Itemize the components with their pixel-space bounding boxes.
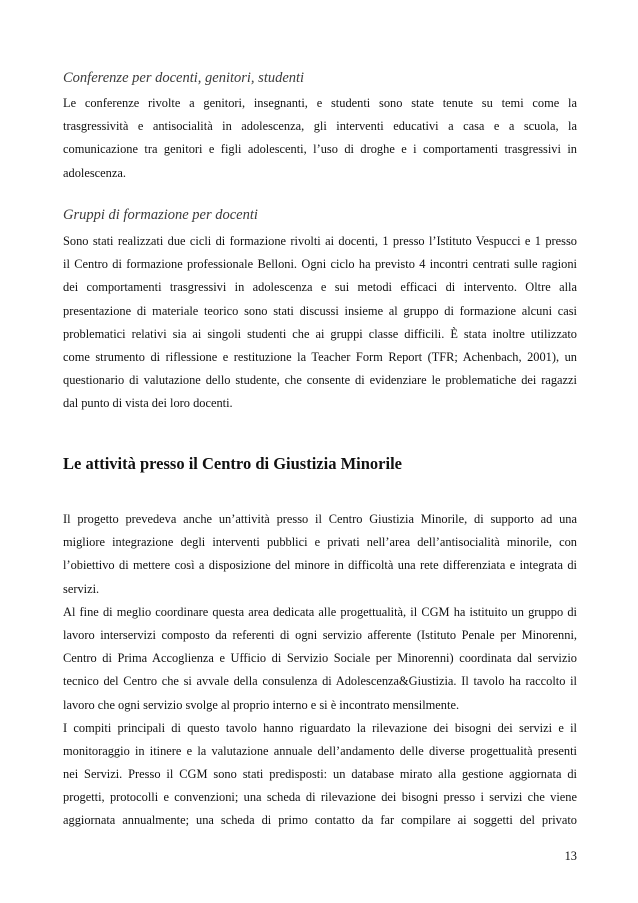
text-line: progetti, protocolli e convenzioni; una scheda di rilevazione dei bisogni presso i servizi che viene bbox=[63, 790, 577, 805]
paragraph-giustizia bbox=[63, 508, 577, 833]
text-line: l’obiettivo di mettere così a disposizione del minore in difficoltà una rete differenziata e integrata di bbox=[63, 558, 577, 573]
text-line: monitoraggio in itinere e la valutazione annuale dell’andamento delle diverse progettualità presenti bbox=[63, 743, 577, 758]
section-heading-giustizia: Le attività presso il Centro di Giustizia Minorile bbox=[63, 454, 402, 473]
text-line: aggiornata annualmente; una scheda di primo contatto da far compilare ai soggetti del privato bbox=[63, 813, 577, 828]
text-line: lavoro interservizi composto da referenti di ogni servizio afferente (Istituto Penale per Minorenni, bbox=[63, 627, 577, 642]
text-line: dei comportamenti trasgressivi in adolescenza e sui metodi efficaci di intervento. Oltre alla bbox=[63, 280, 577, 295]
text-line: dal punto di vista dei loro docenti. bbox=[63, 396, 233, 411]
text-line: Al fine di meglio coordinare questa area dedicata alle progettualità, il CGM ha istituito un gruppo di bbox=[63, 604, 577, 619]
text-line: tecnico del Centro che si avvale della consulenza di Adolescenza&Giustizia. Il tavolo ha raccolto il bbox=[63, 674, 577, 689]
paragraph-conferenze bbox=[63, 92, 577, 185]
text-line: problematici relativi sia ai singoli studenti che ai gruppi classe difficili. È stata inoltre utilizzato bbox=[63, 326, 577, 341]
text-line: Il progetto prevedeva anche un’attività presso il Centro Giustizia Minorile, di supporto ad una bbox=[63, 512, 577, 526]
text-line: presentazione di materiale teorico sono stati discussi insieme al gruppo di formazione alcuni casi bbox=[63, 303, 577, 318]
text-line: il Centro di formazione professionale Belloni. Ogni ciclo ha previsto 4 incontri centrati sulle ragioni bbox=[63, 257, 577, 272]
section-heading-conferenze: Conferenze per docenti, genitori, studenti bbox=[63, 70, 305, 86]
text-line: lavoro che ogni servizio svolge al proprio interno e si è incontrato mensilmente. bbox=[63, 697, 460, 712]
text-line: Sono stati realizzati due cicli di formazione rivolti ai docenti, 1 presso l’Istituto Vespucci e 1 presso bbox=[63, 234, 577, 248]
text-line: questionario di valutazione dello studente, che consente di evidenziare le problematiche dei ragazzi bbox=[63, 373, 577, 388]
text-line: nei Servizi. Presso il CGM sono stati predisposti: un database mirato alla gestione aggiornata di bbox=[63, 767, 577, 782]
text-line: comunicazione tra genitori e figli adolescenti, l’uso di droghe e i comportamenti trasgressivi in bbox=[63, 142, 577, 157]
text-line: migliore integrazione degli interventi pubblici e privati nell’area dell’antisocialità minorile, con bbox=[63, 535, 577, 550]
page-number: 13 bbox=[564, 849, 577, 863]
text-line: adolescenza. bbox=[63, 165, 126, 180]
text-line: come strumento di riflessione e restituzione la Teacher Form Report (TFR; Achenbach, 2001), un bbox=[63, 349, 577, 364]
section-heading-gruppi: Gruppi di formazione per docenti bbox=[63, 207, 258, 223]
text-line: trasgressività e antisocialità in adolescenza, gli interventi educativi a casa e a scuola, la bbox=[63, 119, 577, 134]
text-line: Le conferenze rivolte a genitori, insegnanti, e studenti sono state tenute su temi come la bbox=[63, 96, 577, 110]
paragraph-gruppi bbox=[63, 230, 577, 416]
text-line: Centro di Prima Accoglienza e Ufficio di Servizio Sociale per Minorenni) coordinata dal servizio bbox=[63, 651, 577, 666]
text-line: servizi. bbox=[63, 581, 100, 596]
text-line: I compiti principali di questo tavolo hanno riguardato la rilevazione dei bisogni dei servizi e il bbox=[63, 720, 577, 735]
